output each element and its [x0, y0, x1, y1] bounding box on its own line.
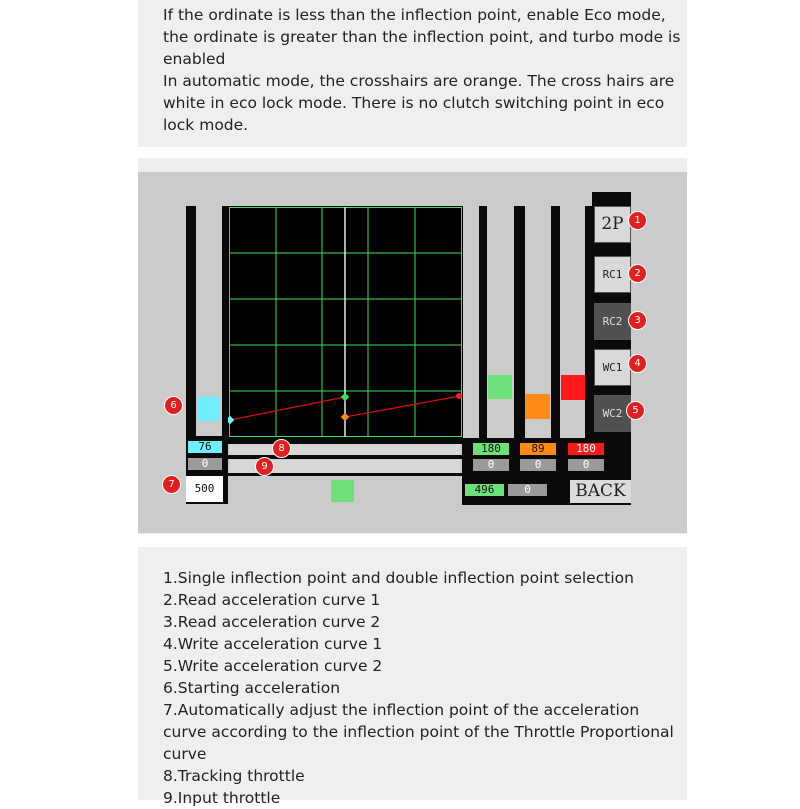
callout-badge-4: 4: [628, 354, 647, 373]
throttle-value: 500: [186, 476, 223, 502]
bottom-left-value: 496: [465, 484, 504, 496]
legend-item: 2.Read acceleration curve 1: [163, 591, 381, 609]
read-curve-1-button[interactable]: RC1: [594, 256, 631, 293]
callout-badge-7: 7: [162, 475, 181, 494]
legend-item: 6.Starting acceleration: [163, 679, 341, 697]
description-paragraph-2: In automatic mode, the crosshairs are orange. The cross hairs are white in eco lock mode. There is no clutch switching point in eco lock mode.: [163, 72, 675, 134]
second-inflection-marker[interactable]: [341, 413, 349, 421]
callout-badge-9: 9: [255, 457, 274, 476]
start-accel-sub-value: 0: [188, 458, 222, 470]
end-point-marker[interactable]: [456, 393, 462, 399]
green-level-indicator: [488, 375, 512, 399]
red-sub-value: 0: [568, 459, 604, 471]
orange-sub-value: 0: [520, 459, 556, 471]
red-level-indicator: [561, 375, 585, 400]
callout-badge-5: 5: [626, 401, 645, 420]
tracking-throttle-bar: [230, 444, 460, 455]
orange-level-indicator: [525, 394, 550, 419]
legend-item: 1.Single inflection point and double inflection point selection: [163, 569, 634, 587]
inflection-point-marker[interactable]: [341, 393, 349, 401]
legend-item: 4.Write acceleration curve 1: [163, 635, 383, 653]
legend-item: 3.Read acceleration curve 2: [163, 613, 381, 631]
start-accel-value: 76: [188, 441, 222, 453]
left-bar-track: [186, 206, 196, 436]
callout-badge-6: 6: [164, 396, 183, 415]
curve-segment-2: [345, 396, 460, 417]
orange-value: 89: [520, 443, 556, 455]
throttle-indicator: [331, 480, 354, 502]
red-value: 180: [568, 443, 604, 455]
legend-item: 9.Input throttle: [163, 789, 281, 807]
legend-item: 8.Tracking throttle: [163, 767, 305, 785]
legend-item: 5.Write acceleration curve 2: [163, 657, 383, 675]
start-point-marker[interactable]: [228, 416, 234, 424]
callout-badge-3: 3: [628, 311, 647, 330]
start-accel-indicator: [197, 397, 220, 421]
back-button[interactable]: BACK: [570, 480, 631, 503]
write-curve-2-button[interactable]: WC2: [594, 395, 631, 432]
legend-list: [163, 567, 683, 809]
curve-graph: [228, 206, 463, 438]
read-curve-2-button[interactable]: RC2: [594, 303, 631, 340]
bottom-right-value: 0: [508, 484, 547, 496]
callout-badge-2: 2: [628, 264, 647, 283]
callout-badge-1: 1: [628, 211, 647, 230]
description-paragraph-1: If the ordinate is less than the inflection point, enable Eco mode, the ordinate is greater than the inflection point, and turbo mode is enabled: [163, 6, 681, 68]
green-bar-track: [479, 206, 487, 438]
curve-graph-svg: [228, 206, 463, 438]
green-sub-value: 0: [473, 459, 509, 471]
callout-badge-8: 8: [272, 439, 291, 458]
legend-item: 7.Automatically adjust the inflection point of the acceleration curve according to the inflection point of the Throttle Proportional curve: [163, 701, 674, 763]
green-value: 180: [473, 443, 509, 455]
two-point-button[interactable]: 2P: [594, 206, 631, 243]
orange-bar-track: [514, 206, 525, 438]
red-bar-track: [551, 206, 560, 438]
write-curve-1-button[interactable]: WC1: [594, 349, 631, 386]
right-bar-track: [585, 206, 592, 438]
curve-segment-1: [230, 397, 345, 420]
